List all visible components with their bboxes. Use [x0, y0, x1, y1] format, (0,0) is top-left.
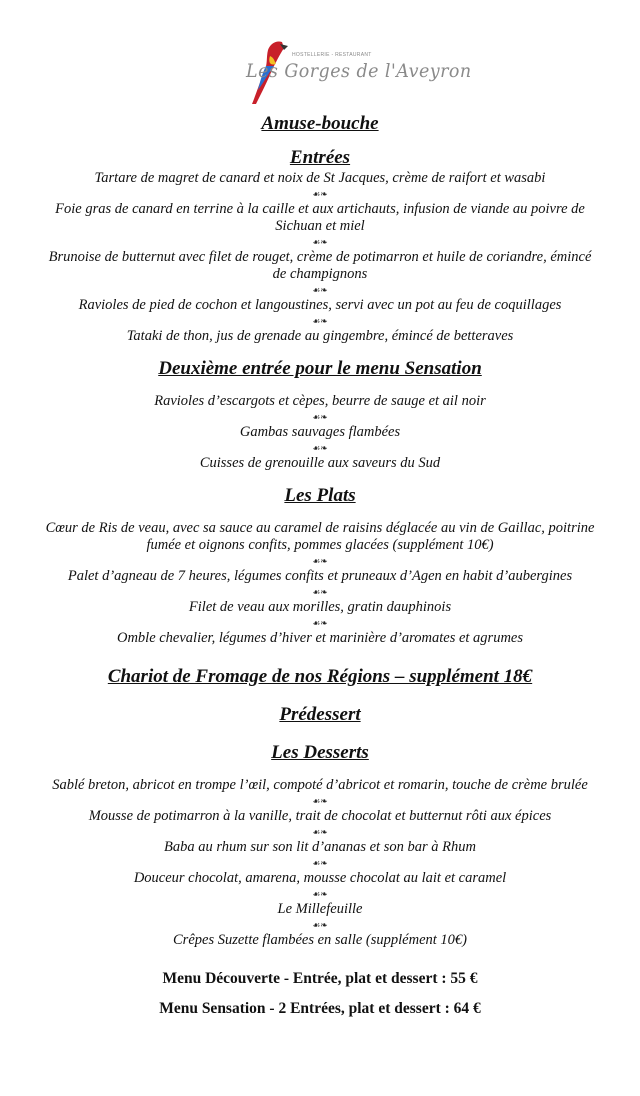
heading-les-plats: Les Plats [284, 485, 356, 506]
menu-item: Omble chevalier, légumes d’hiver et marinière d’aromates et agrumes [116, 630, 524, 646]
ornament-divider: ☙❧ [312, 587, 328, 597]
menu-item: Foie gras de canard en terrine à la caille et aux artichauts, infusion de viande au poivre de Sichuan et miel [55, 201, 585, 234]
heading-les-desserts: Les Desserts [271, 742, 369, 763]
heading-deuxieme-entree: Deuxième entrée pour le menu Sensation [158, 358, 482, 379]
menu-item: Sablé breton, abricot en trompe l’œil, compoté d’abricot et romarin, touche de crème brulée [52, 777, 588, 793]
ornament-divider: ☙❧ [312, 443, 328, 453]
heading-entrees: Entrées [289, 147, 351, 168]
ornament-divider: ☙❧ [312, 920, 328, 930]
ornament-divider: ☙❧ [312, 316, 328, 326]
desserts-list [0, 777, 640, 949]
ornament-divider: ☙❧ [312, 412, 328, 422]
menu-decouverte-price: Menu Découverte - Entrée, plat et dessert : 55 € [162, 970, 478, 987]
menu-item: Filet de veau aux morilles, gratin dauphinois [188, 599, 452, 615]
logo-name: Les Gorges de l'Aveyron [246, 60, 472, 82]
menu-item: Palet d’agneau de 7 heures, légumes confits et pruneaux d’Agen en habit d’aubergines [67, 568, 573, 584]
menu-item: Douceur chocolat, amarena, mousse chocolat au lait et caramel [133, 870, 507, 886]
menu-item: Cœur de Ris de veau, avec sa sauce au caramel de raisins déglacée au vin de Gaillac, poitrine fumée et oignons confits, pommes glacées (supplément 10€) [45, 520, 595, 553]
menu-item: Gambas sauvages flambées [239, 424, 401, 440]
restaurant-logo [0, 38, 640, 108]
plats-list [0, 520, 640, 647]
menu-item: Ravioles de pied de cochon et langoustines, servi avec un pot au feu de coquillages [78, 297, 562, 313]
ornament-divider: ☙❧ [312, 858, 328, 868]
menu-item: Crêpes Suzette flambées en salle (supplément 10€) [173, 932, 467, 948]
logo-subtitle: HOSTELLERIE - RESTAURANT [292, 52, 372, 58]
heading-chariot-fromage: Chariot de Fromage de nos Régions – supplément 18€ [107, 666, 533, 687]
ornament-divider: ☙❧ [312, 618, 328, 628]
menu-item: Cuisses de grenouille aux saveurs du Sud [199, 455, 441, 471]
menu-item: Baba au rhum sur son lit d’ananas et son bar à Rhum [164, 839, 476, 855]
ornament-divider: ☙❧ [312, 796, 328, 806]
ornament-divider: ☙❧ [312, 189, 328, 199]
ornament-divider: ☙❧ [312, 556, 328, 566]
ornament-divider: ☙❧ [312, 889, 328, 899]
menu-sensation-price: Menu Sensation - 2 Entrées, plat et dessert : 64 € [159, 1000, 481, 1017]
menu-item: Tartare de magret de canard et noix de St Jacques, crème de raifort et wasabi [94, 170, 546, 186]
ornament-divider: ☙❧ [312, 237, 328, 247]
heading-amuse-bouche: Amuse-bouche [261, 113, 379, 134]
menu-item: Le Millefeuille [277, 901, 363, 917]
menu-item: Ravioles d’escargots et cèpes, beurre de sauge et ail noir [154, 393, 486, 409]
ornament-divider: ☙❧ [312, 827, 328, 837]
entrees-list [0, 170, 640, 345]
menu-item: Mousse de potimarron à la vanille, trait de chocolat et butternut rôti aux épices [88, 808, 552, 824]
deuxieme-entree-list [0, 393, 640, 472]
menu-item: Brunoise de butternut avec filet de rouget, crème de potimarron et huile de coriandre, émincé de champignons [48, 249, 592, 282]
ornament-divider: ☙❧ [312, 285, 328, 295]
menu-item: Tataki de thon, jus de grenade au gingembre, émincé de betteraves [126, 328, 514, 344]
heading-predessert: Prédessert [279, 704, 361, 725]
